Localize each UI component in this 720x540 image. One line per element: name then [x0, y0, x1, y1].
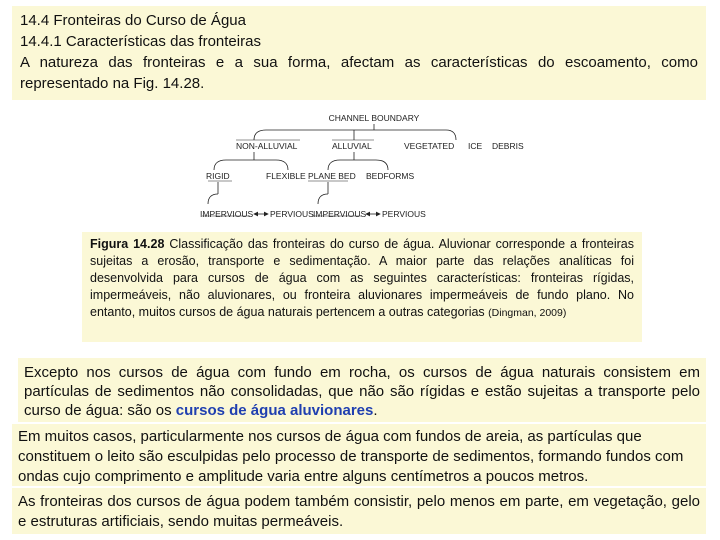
section-header	[12, 6, 706, 100]
paragraph-alluvial	[18, 358, 706, 422]
caption-label: Figura 14.28	[90, 237, 165, 251]
node-impervious-1: IMPERVIOUS	[200, 209, 254, 219]
node-debris: DEBRIS	[492, 141, 524, 151]
paragraph1-end: .	[373, 402, 378, 419]
section-title: 14.4 Fronteiras do Curso de Água	[20, 12, 246, 29]
section-subtitle: 14.4.1 Características das fronteiras	[20, 33, 261, 50]
alluvial-highlight: cursos de água aluvionares	[175, 402, 374, 419]
channel-boundary-diagram	[196, 108, 526, 224]
node-flexible: FLEXIBLE	[266, 171, 306, 181]
node-alluvial: ALLUVIAL	[332, 141, 372, 151]
node-vegetated: VEGETATED	[404, 141, 455, 151]
caption-citation: (Dingman, 2009)	[488, 307, 567, 319]
paragraph2-text: Em muitos casos, particularmente nos cursos de água com fundos de areia, as partículas que constituem o leito são esculpidas pelo processo de transporte de sedimentos, formando fundos com ondas cujo comprimento e amplitude varia entre alguns centímetros a poucos metros.	[18, 428, 684, 485]
paragraph-bedforms	[12, 424, 706, 486]
node-non-alluvial: NON-ALLUVIAL	[236, 141, 298, 151]
node-ice: ICE	[468, 141, 483, 151]
paragraph1-text: Excepto nos cursos de água com fundo em rocha, os cursos de água naturais consistem em partículas de sedimentos não consolidadas, que não são rígidas e estão sujeitas a transporte pelo curso de água: são os	[24, 364, 700, 419]
intro-paragraph: A natureza das fronteiras e a sua forma, afectam as características do escoamento, como representado na Fig. 14.28.	[20, 54, 698, 92]
caption-text: Classificação das fronteiras do curso de água. Aluvionar corresponde a fronteiras sujeitas a erosão, transporte e sedimentação. A maior parte das relações analíticas foi desenvolvida para cursos de água com as seguintes características: fronteiras rígidas, impermeáveis, não aluvionares, ou fronteira aluvionares impermeáveis de fundo plano. No entanto, muitos cursos de água naturais pertencem a outras categorias	[90, 237, 634, 319]
node-plane-bed: PLANE BED	[308, 171, 356, 181]
diagram-root: CHANNEL BOUNDARY	[328, 113, 420, 123]
node-bedforms: BEDFORMS	[366, 171, 415, 181]
node-rigid: RIGID	[206, 171, 230, 181]
node-pervious-2: PERVIOUS	[382, 209, 426, 219]
node-pervious-1: PERVIOUS	[270, 209, 314, 219]
paragraph3-text: As fronteiras dos cursos de água podem também consistir, pelo menos em parte, em vegetação, gelo e estruturas artificiais, sendo muitas permeáveis.	[18, 493, 700, 530]
paragraph-vegetation	[12, 488, 706, 534]
node-impervious-2: IMPERVIOUS	[313, 209, 367, 219]
figure-caption	[82, 232, 642, 342]
